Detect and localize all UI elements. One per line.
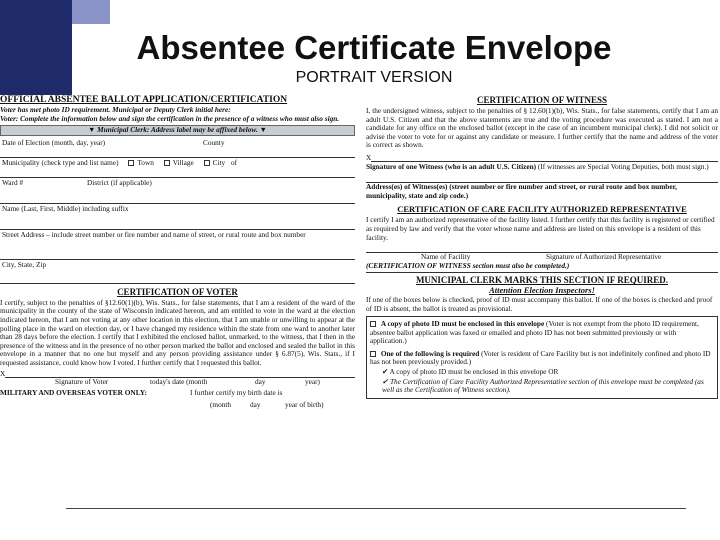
town-checkbox[interactable]	[128, 160, 134, 166]
city-state-zip-field[interactable]: City, State, Zip	[0, 260, 355, 284]
option-one-of-following	[370, 350, 714, 367]
slide-subtitle: PORTRAIT VERSION	[295, 69, 453, 86]
witness-x-mark: X	[366, 152, 372, 162]
birth-date-text: I further certify my birth date is	[190, 387, 283, 397]
care-facility-text: I certify I am an authorized representative of the facility listed. I further certify that this facility is registered or certified as required by law and verify that the voter whose name and address are listed on this envelope is a resident of this facility.	[366, 215, 715, 242]
of-label: of	[230, 157, 238, 167]
photo-id-note: Voter has met photo ID requirement. Municipal or Deputy Clerk initial here:	[0, 105, 231, 114]
certification-of-witness-text: I, the undersigned witness, subject to the penalties of § 12.60(1)(b), Wis. Stats., for false statements, certify that I am an adult U.S. Citizen and that the above statements are true and the voting procedure was executed as stated. I am not a candidate for any office on the enclosed ballot (except in the case of an incumbent municipal clerk). I did not solicit or advise the voter to vote for or against any candidate or measure. I further certify that the name and address of the voter is correct as shown.	[366, 106, 718, 150]
sub-option-photo-id-text: A copy of photo ID must be enclosed in this envelope OR	[389, 367, 559, 377]
municipality-row	[0, 158, 355, 178]
sub-option-care-facility-text: The Certification of Care Facility Authorized Representative section of this envelope must be completed (as well as the Certification of Witness section).	[382, 376, 704, 395]
city-checkbox[interactable]	[204, 160, 210, 166]
one-of-following-checkbox[interactable]	[370, 351, 376, 357]
witness-signature-label-row	[366, 163, 718, 172]
attention-heading: Attention Election Inspectors!	[489, 285, 595, 296]
military-overseas-label: MILITARY AND OVERSEAS VOTER ONLY:	[0, 387, 147, 397]
district-field: District (if applicable)	[87, 177, 152, 187]
certification-of-voter-text: I certify, subject to the penalties of §12.60(1)(b), Wis. Stats., for false statements, that I am a resident of the ward of the municipality in the county of the state of Wisconsin indicated hereon, and am entitled to vote in the ward at the election indicated hereon, that I am not voting at any other location in this election, that I am unable or unwilling to appear at the polling place in the ward on election day, or I have changed my residence within the state from one ward to another later than 28 days before the election. I certify that I exhibited the enclosed ballot, unmarked, to the witness, that I then in the presence of the witness and in the presence of no other person marked the ballot and enclosed and sealed the ballot in this envelope in a manner that no one but myself and any person providing assistance under § 6.87(5), Wis. Stats., if I requested assistance, could know how I voted. I further certify that I requested this ballot.	[0, 297, 355, 367]
check-mark-icon: ✔	[382, 376, 389, 386]
photo-id-checkbox[interactable]	[370, 321, 376, 327]
signature-of-voter-label: Signature of Voter	[55, 377, 109, 387]
complete-note: Voter: Complete the information below and sign the certification in the presence of a witness who must also sign.	[0, 113, 340, 123]
id-options-box	[366, 316, 718, 399]
option-one-of-following-detail: (Voter is resident of Care Facility but is not indefinitely confined and photo ID has not been previously provided.)	[370, 348, 711, 367]
check-mark-icon: ✔	[382, 367, 389, 377]
authorized-representative-label: Signature of Authorized Representative	[546, 252, 662, 262]
municipality-label: Municipality (check type and list name)	[2, 157, 119, 167]
care-facility-title: CERTIFICATION OF CARE FACILITY AUTHORIZED REPRESENTATIVE	[397, 204, 687, 215]
name-field[interactable]: Name (Last, First, Middle) including suffix	[0, 204, 355, 230]
birth-date-labels	[0, 401, 355, 410]
option-photo-id-detail: (Voter is not exempt from the photo ID requirement, absentee ballot application was faxed or emailed and photo ID has not been submitted previously or with application.)	[370, 319, 699, 346]
title-box	[104, 24, 644, 94]
ward-field: Ward #	[2, 177, 24, 187]
option-photo-id	[370, 320, 714, 346]
name-of-facility-label: Name of Facility	[421, 252, 471, 262]
birth-day-label: day	[250, 400, 261, 410]
decorative-square-light	[72, 0, 110, 24]
day-label: day	[255, 377, 266, 387]
clerk-section	[366, 272, 718, 399]
village-checkbox[interactable]	[164, 160, 170, 166]
sub-option-photo-id	[370, 368, 714, 377]
witness-signature-note: (If witnesses are Special Voting Deputies, both must sign.)	[537, 161, 709, 171]
witness-certification-form	[366, 95, 718, 480]
option-one-of-following-bold: One of the following is required	[380, 348, 480, 358]
option-photo-id-bold: A copy of photo ID must be enclosed in this envelope	[380, 319, 545, 329]
date-of-election-field: Date of Election (month, day, year)	[2, 137, 106, 147]
birth-month-label: (month	[210, 400, 232, 410]
attention-text: If one of the boxes below is checked, proof of ID must accompany this ballot. If one of the boxes is checked and proof of ID is absent, the ballot is treated as provisional.	[366, 294, 713, 313]
ward-district-row	[0, 178, 355, 204]
bottom-rule	[66, 508, 686, 509]
application-certification-form	[0, 95, 355, 490]
care-facility-signature-line[interactable]	[366, 243, 718, 253]
street-address-field[interactable]: Street Address – include street number or fire number and name of street, or rural route and box number	[0, 230, 355, 260]
date-county-row	[0, 138, 355, 158]
clerk-section-title: MUNICIPAL CLERK MARKS THIS SECTION IF REQUIRED.	[415, 275, 669, 286]
birth-year-label: year of birth)	[285, 400, 324, 410]
todays-date-label: today's date (month	[150, 377, 208, 387]
county-field: County	[203, 137, 225, 147]
military-row	[0, 389, 355, 398]
decorative-square-dark	[0, 0, 72, 95]
signature-x-mark: X	[0, 368, 6, 378]
certification-of-voter-title: CERTIFICATION OF VOTER	[117, 286, 238, 297]
witness-signature-label: Signature of one Witness (who is an adult U.S. Citizen)	[366, 161, 537, 171]
form-header: OFFICIAL ABSENTEE BALLOT APPLICATION/CERTIFICATION	[0, 95, 288, 105]
slide-title: Absentee Certificate Envelope	[136, 29, 612, 66]
sub-option-care-facility	[370, 378, 714, 395]
town-label: Town	[137, 157, 154, 167]
village-label: Village	[172, 157, 194, 167]
care-facility-note: (CERTIFICATION OF WITNESS section must also be completed.)	[366, 260, 570, 270]
city-label: City	[212, 157, 226, 167]
voter-signature-labels	[0, 378, 355, 387]
clerk-label-bar: ▼ Municipal Clerk: Address label may be affixed below. ▼	[0, 125, 355, 136]
witness-address-label: Address(es) of Witness(es) (street number or fire number and street, or rural route and box number, municipality, state and zip code.)	[366, 182, 677, 200]
year-label: year)	[305, 377, 320, 387]
certification-of-witness-title: CERTIFICATION OF WITNESS	[476, 95, 608, 105]
